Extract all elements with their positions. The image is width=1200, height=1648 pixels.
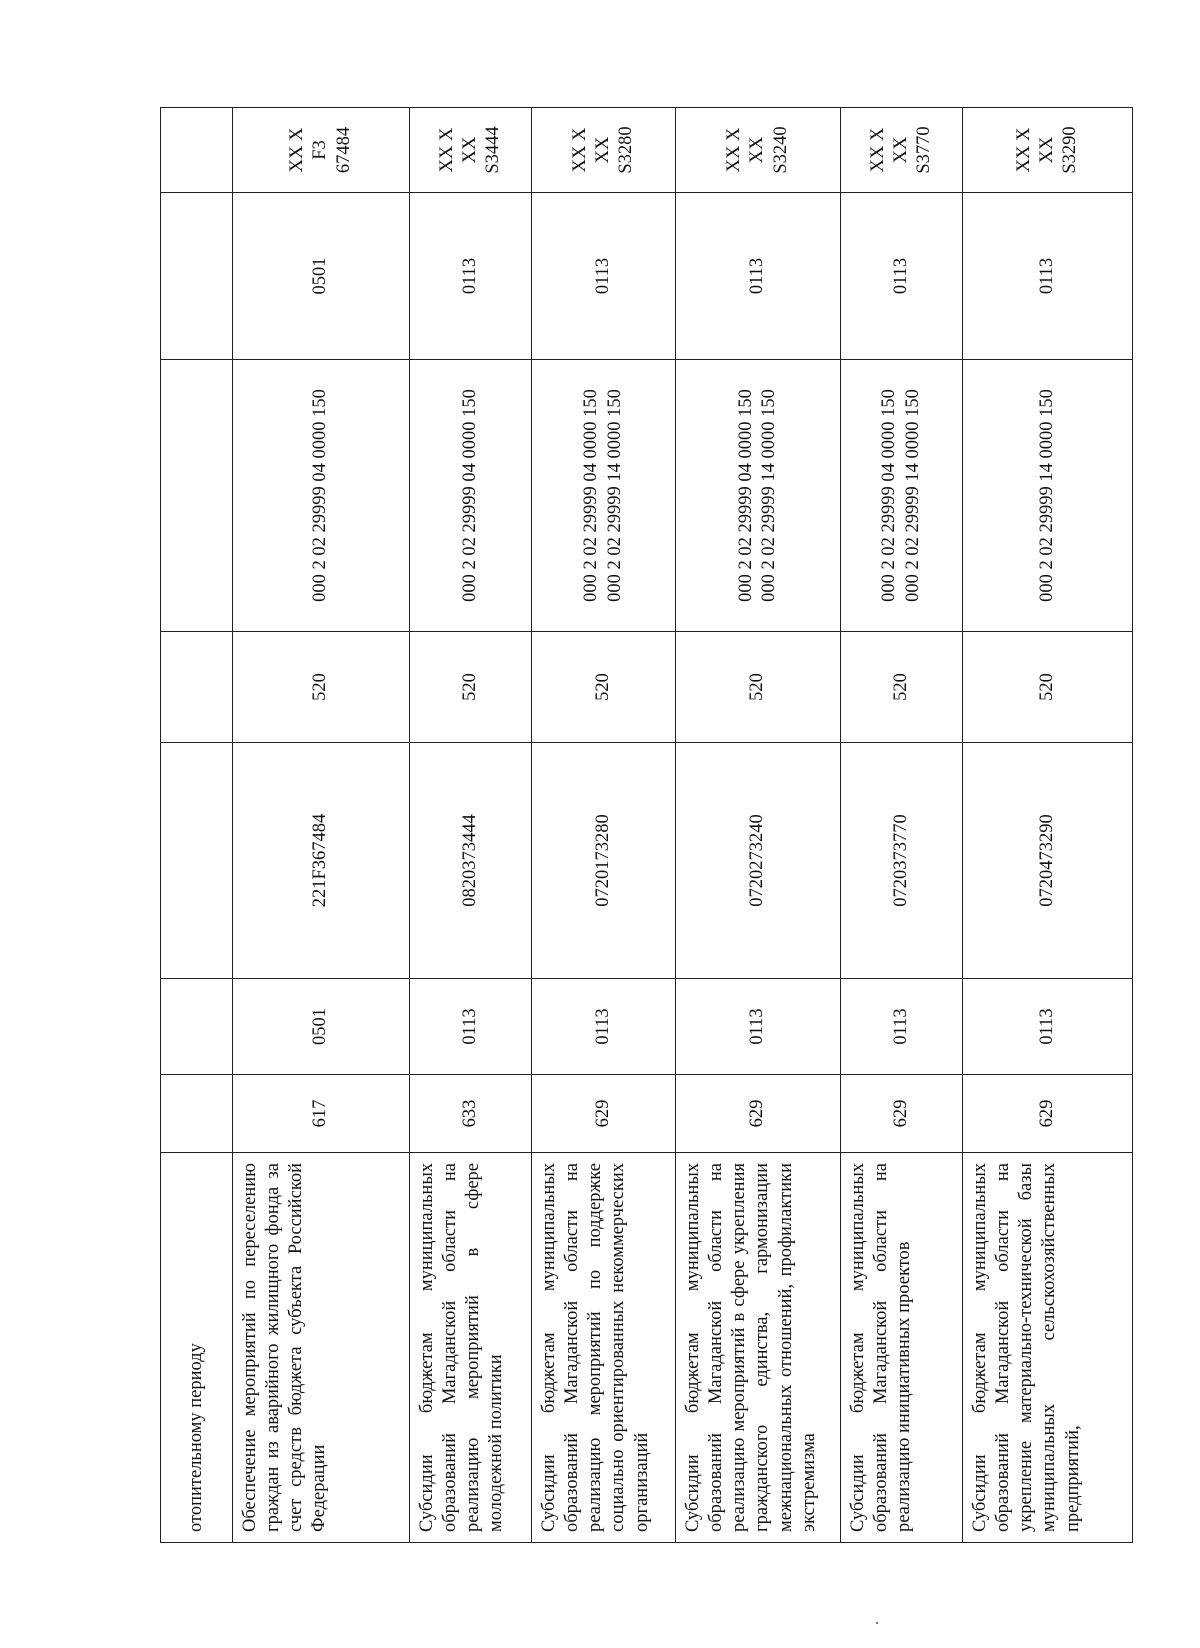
cell-expense-code: XX X XX S3280: [532, 108, 676, 193]
cell-expense-type: 520: [963, 632, 1133, 743]
cell-expense-type: 520: [532, 632, 676, 743]
income-code: 000 2 02 29999 04 0000 150: [879, 389, 900, 602]
cell-description: Субсидии бюджетам муниципальных образований Магаданской области на реализацию инициативных проектов: [841, 1153, 963, 1543]
cell-target-article: 0720373770: [841, 743, 963, 979]
cell-expense-type: 520: [233, 632, 410, 743]
cell-section-code-2: 0113: [410, 193, 532, 360]
cell-empty: [161, 632, 233, 743]
cell-target-article: 0720473290: [963, 743, 1133, 979]
cell-income-codes: [963, 360, 1133, 632]
cell-administrator-code: 633: [410, 1075, 532, 1153]
cell-expense-code: XX X XX S3444: [410, 108, 532, 193]
cell-income-codes: [841, 360, 963, 632]
cell-description: отопительному периоду: [161, 1153, 233, 1543]
cell-section-code: 0113: [963, 979, 1133, 1075]
table-row-header: [161, 108, 233, 1543]
cell-expense-type: 520: [676, 632, 841, 743]
cell-administrator-code: 629: [676, 1075, 841, 1153]
rotated-table-container: [160, 108, 1132, 1543]
cell-section-code-2: 0113: [676, 193, 841, 360]
cell-income-codes: [532, 360, 676, 632]
cell-empty: [161, 979, 233, 1075]
cell-section-code-2: 0113: [841, 193, 963, 360]
cell-description: Обеспечение мероприятий по переселению граждан из аварийного жилищного фонда за счет средств бюджета субъекта Российской Федерации: [233, 1153, 410, 1543]
cell-empty: [161, 743, 233, 979]
cell-administrator-code: 629: [963, 1075, 1133, 1153]
cell-income-codes: [410, 360, 532, 632]
income-code: 000 2 02 29999 04 0000 150: [459, 389, 480, 602]
cell-expense-type: 520: [841, 632, 963, 743]
table-row: [841, 108, 963, 1543]
income-code: 000 2 02 29999 14 0000 150: [604, 389, 625, 602]
cell-expense-code: XX X XX S3770: [841, 108, 963, 193]
cell-empty: [161, 1075, 233, 1153]
cell-expense-type: 520: [410, 632, 532, 743]
table-row: [532, 108, 676, 1543]
cell-section-code: 0113: [676, 979, 841, 1075]
cell-administrator-code: 629: [532, 1075, 676, 1153]
budget-codes-table: [160, 107, 1133, 1543]
income-code: 000 2 02 29999 14 0000 150: [1036, 389, 1057, 602]
income-code: 000 2 02 29999 04 0000 150: [735, 389, 756, 602]
cell-description: Субсидии бюджетам муниципальных образований Магаданской области на реализацию мероприятий в сфере молодежной политики: [410, 1153, 532, 1543]
cell-section-code-2: 0113: [963, 193, 1133, 360]
cell-empty: [161, 360, 233, 632]
cell-description: Субсидии бюджетам муниципальных образований Магаданской области на реализацию мероприятий в сфере укрепления гражданского единства, гармонизации межнациональных отношений, профилактики экстремизма: [676, 1153, 841, 1543]
table-row: [676, 108, 841, 1543]
cell-empty: [161, 193, 233, 360]
cell-expense-code: XX X XX S3240: [676, 108, 841, 193]
cell-income-codes: [676, 360, 841, 632]
cell-target-article: 0720273240: [676, 743, 841, 979]
table-row: [963, 108, 1133, 1543]
income-code: 000 2 02 29999 04 0000 150: [310, 389, 331, 602]
cell-section-code: 0113: [410, 979, 532, 1075]
cell-target-article: 0720173280: [532, 743, 676, 979]
cell-expense-code: XX X XX S3290: [963, 108, 1133, 193]
cell-section-code: 0501: [233, 979, 410, 1075]
cell-section-code: 0113: [841, 979, 963, 1075]
cell-description: Субсидии бюджетам муниципальных образований Магаданской области на укрепление материально-технической базы муниципальных сельскохозяйственных предприятий,: [963, 1153, 1133, 1543]
income-code: 000 2 02 29999 14 0000 150: [902, 389, 923, 602]
table-row: [410, 108, 532, 1543]
cell-administrator-code: 629: [841, 1075, 963, 1153]
cell-section-code-2: 0501: [233, 193, 410, 360]
cell-income-codes: [233, 360, 410, 632]
cell-administrator-code: 617: [233, 1075, 410, 1153]
cell-section-code-2: 0113: [532, 193, 676, 360]
income-code: 000 2 02 29999 14 0000 150: [759, 389, 779, 602]
table-body: [161, 108, 1133, 1543]
cell-section-code: 0113: [532, 979, 676, 1075]
cell-target-article: 0820373444: [410, 743, 532, 979]
income-code: 000 2 02 29999 04 0000 150: [581, 389, 602, 602]
cell-expense-code: XX X F3 67484: [233, 108, 410, 193]
cell-empty: [161, 108, 233, 193]
cell-description: Субсидии бюджетам муниципальных образований Магаданской области на реализацию мероприятий по поддержке социально ориентированных некоммерческих организаций: [532, 1153, 676, 1543]
scan-speck: [876, 1622, 878, 1624]
table-row: [233, 108, 410, 1543]
cell-target-article: 221F367484: [233, 743, 410, 979]
